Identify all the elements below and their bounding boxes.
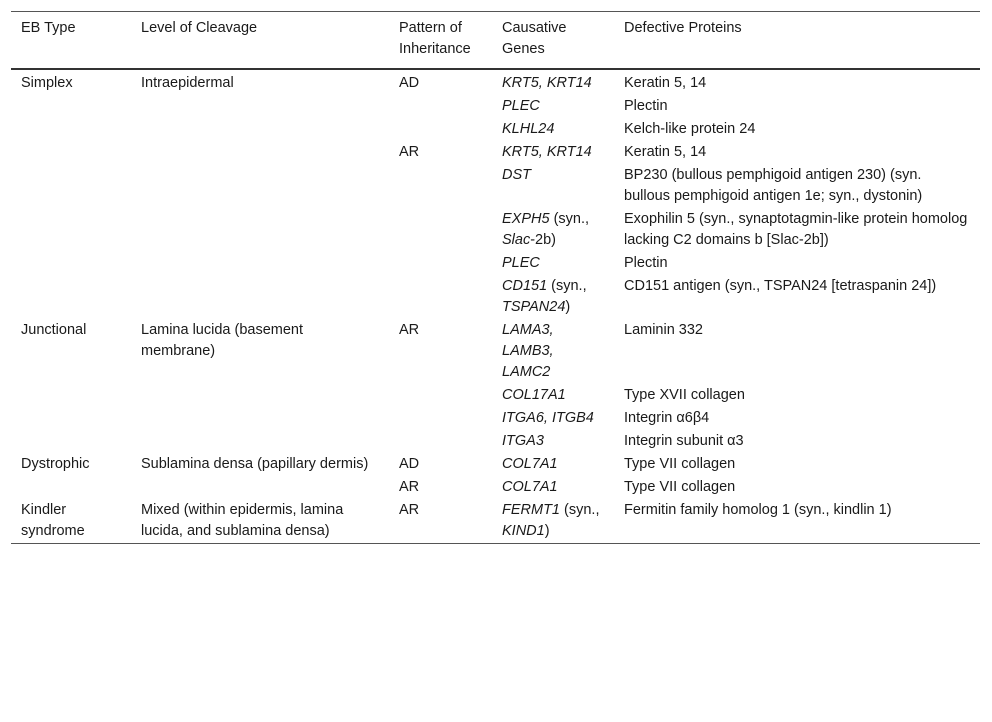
header-level-of-cleavage: Level of Cleavage xyxy=(141,20,258,36)
cell-causative-genes xyxy=(492,95,614,118)
cell-inheritance: AD xyxy=(399,75,420,91)
cell-eb-type xyxy=(11,476,131,499)
cell-inheritance: AR xyxy=(399,502,420,518)
cell-causative-genes xyxy=(492,69,614,95)
gene-text: COL7A1 xyxy=(502,479,558,495)
table-row xyxy=(11,141,980,164)
cell-causative-genes xyxy=(492,141,614,164)
cell-defective-protein: Type VII collagen xyxy=(624,479,736,495)
gene-text: (syn., xyxy=(549,211,590,227)
gene-text: KRT5, KRT14 xyxy=(502,144,592,160)
header-row xyxy=(11,12,980,70)
gene-text: TSPAN24 xyxy=(502,299,566,315)
table-row xyxy=(11,95,980,118)
cell-eb-type xyxy=(11,384,131,407)
gene-text: EXPH5 xyxy=(502,211,550,227)
gene-text: ITGA3 xyxy=(502,433,544,449)
cell-defective-protein: Plectin xyxy=(624,255,668,271)
gene-text: PLEC xyxy=(502,255,540,271)
cell-level-of-cleavage xyxy=(131,95,389,118)
table-row xyxy=(11,407,980,430)
table-row xyxy=(11,319,980,384)
cell-defective-protein: Keratin 5, 14 xyxy=(624,75,707,91)
cell-level-of-cleavage: Sublamina densa (papillary dermis) xyxy=(141,456,369,472)
table-row xyxy=(11,118,980,141)
cell-eb-type xyxy=(11,252,131,275)
table-row xyxy=(11,384,980,407)
table-row xyxy=(11,164,980,208)
eb-classification-table xyxy=(11,11,980,544)
cell-defective-protein: Integrin α6β4 xyxy=(624,410,710,426)
cell-level-of-cleavage xyxy=(131,164,389,208)
cell-eb-type: Junctional xyxy=(21,322,87,338)
gene-text: KIND1 xyxy=(502,523,545,539)
cell-eb-type xyxy=(11,118,131,141)
table-row xyxy=(11,208,980,252)
cell-inheritance xyxy=(389,252,492,275)
cell-eb-type xyxy=(11,141,131,164)
gene-text: ) xyxy=(544,523,550,539)
cell-level-of-cleavage: Intraepidermal xyxy=(141,75,234,91)
cell-inheritance xyxy=(389,430,492,453)
cell-causative-genes xyxy=(492,407,614,430)
gene-text: KRT5, KRT14 xyxy=(502,75,592,91)
table-row xyxy=(11,430,980,453)
cell-inheritance xyxy=(389,407,492,430)
cell-inheritance xyxy=(389,384,492,407)
table-row xyxy=(11,275,980,319)
cell-eb-type: Simplex xyxy=(21,75,73,91)
cell-eb-type xyxy=(11,208,131,252)
cell-defective-protein: Integrin subunit α3 xyxy=(624,433,744,449)
cell-inheritance: AR xyxy=(399,322,420,338)
gene-text: -2b) xyxy=(530,232,557,248)
cell-causative-genes xyxy=(492,252,614,275)
cell-causative-genes xyxy=(492,164,614,208)
gene-text: LAMA3, LAMB3, LAMC2 xyxy=(502,322,554,380)
cell-level-of-cleavage xyxy=(131,252,389,275)
cell-causative-genes xyxy=(492,499,614,544)
cell-eb-type xyxy=(11,164,131,208)
cell-defective-protein: Keratin 5, 14 xyxy=(624,144,707,160)
cell-level-of-cleavage xyxy=(131,118,389,141)
cell-defective-protein: Exophilin 5 (syn., synaptotagmin-like protein homolog lacking C2 domains b [Slac-2b]) xyxy=(624,211,968,248)
header-causative-genes: Causative Genes xyxy=(502,20,567,57)
cell-inheritance: AD xyxy=(399,456,420,472)
gene-text: (syn., xyxy=(547,278,587,294)
gene-text: DST xyxy=(502,167,531,183)
table-row xyxy=(11,499,980,544)
cell-level-of-cleavage: Lamina lucida (basement membrane) xyxy=(141,322,304,359)
gene-text: CD151 xyxy=(502,278,548,294)
header-defective-proteins: Defective Proteins xyxy=(624,20,742,36)
cell-causative-genes xyxy=(492,476,614,499)
cell-inheritance xyxy=(389,208,492,252)
cell-defective-protein: Laminin 332 xyxy=(624,322,703,338)
header-pattern-of-inheritance: Pattern of Inheritance xyxy=(399,20,471,57)
cell-defective-protein: Type VII collagen xyxy=(624,456,736,472)
cell-inheritance xyxy=(389,275,492,319)
cell-level-of-cleavage xyxy=(131,384,389,407)
cell-level-of-cleavage xyxy=(131,407,389,430)
table-row xyxy=(11,453,980,476)
cell-inheritance: AR xyxy=(399,144,420,160)
cell-inheritance xyxy=(389,95,492,118)
cell-level-of-cleavage xyxy=(131,275,389,319)
cell-causative-genes xyxy=(492,430,614,453)
cell-defective-protein: BP230 (bullous pemphigoid antigen 230) (syn. bullous pemphigoid antigen 1e; syn., dystonin) xyxy=(624,167,923,204)
gene-text: COL17A1 xyxy=(502,387,566,403)
cell-causative-genes xyxy=(492,384,614,407)
gene-text: ) xyxy=(565,299,571,315)
cell-inheritance xyxy=(389,118,492,141)
gene-text: COL7A1 xyxy=(502,456,558,472)
cell-level-of-cleavage: Mixed (within epidermis, lamina lucida, and sublamina densa) xyxy=(141,502,344,539)
gene-text: ITGA6, ITGB4 xyxy=(502,410,594,426)
table-row xyxy=(11,69,980,95)
cell-defective-protein: Fermitin family homolog 1 (syn., kindlin 1) xyxy=(624,502,892,518)
gene-text: FERMT1 xyxy=(502,502,560,518)
cell-causative-genes xyxy=(492,319,614,384)
gene-text: PLEC xyxy=(502,98,540,114)
cell-eb-type: Kindler syndrome xyxy=(21,502,85,539)
cell-inheritance: AR xyxy=(399,479,420,495)
cell-defective-protein: Plectin xyxy=(624,98,668,114)
cell-defective-protein: Kelch-like protein 24 xyxy=(624,121,756,137)
table-header xyxy=(11,12,980,70)
gene-text: KLHL24 xyxy=(502,121,555,137)
cell-causative-genes xyxy=(492,208,614,252)
cell-level-of-cleavage xyxy=(131,430,389,453)
cell-eb-type xyxy=(11,407,131,430)
cell-inheritance xyxy=(389,164,492,208)
cell-level-of-cleavage xyxy=(131,141,389,164)
eb-table-container xyxy=(11,11,980,544)
cell-eb-type: Dystrophic xyxy=(21,456,90,472)
cell-defective-protein: Type XVII collagen xyxy=(624,387,745,403)
header-eb-type: EB Type xyxy=(21,20,76,36)
table-body xyxy=(11,69,980,544)
cell-eb-type xyxy=(11,95,131,118)
cell-eb-type xyxy=(11,275,131,319)
table-row xyxy=(11,252,980,275)
cell-causative-genes xyxy=(492,275,614,319)
cell-defective-protein: CD151 antigen (syn., TSPAN24 [tetraspanin 24]) xyxy=(624,278,937,294)
cell-level-of-cleavage xyxy=(131,476,389,499)
gene-text: Slac xyxy=(502,232,531,248)
gene-text: (syn., xyxy=(560,502,600,518)
table-row xyxy=(11,476,980,499)
cell-eb-type xyxy=(11,430,131,453)
cell-level-of-cleavage xyxy=(131,208,389,252)
cell-causative-genes xyxy=(492,118,614,141)
cell-causative-genes xyxy=(492,453,614,476)
